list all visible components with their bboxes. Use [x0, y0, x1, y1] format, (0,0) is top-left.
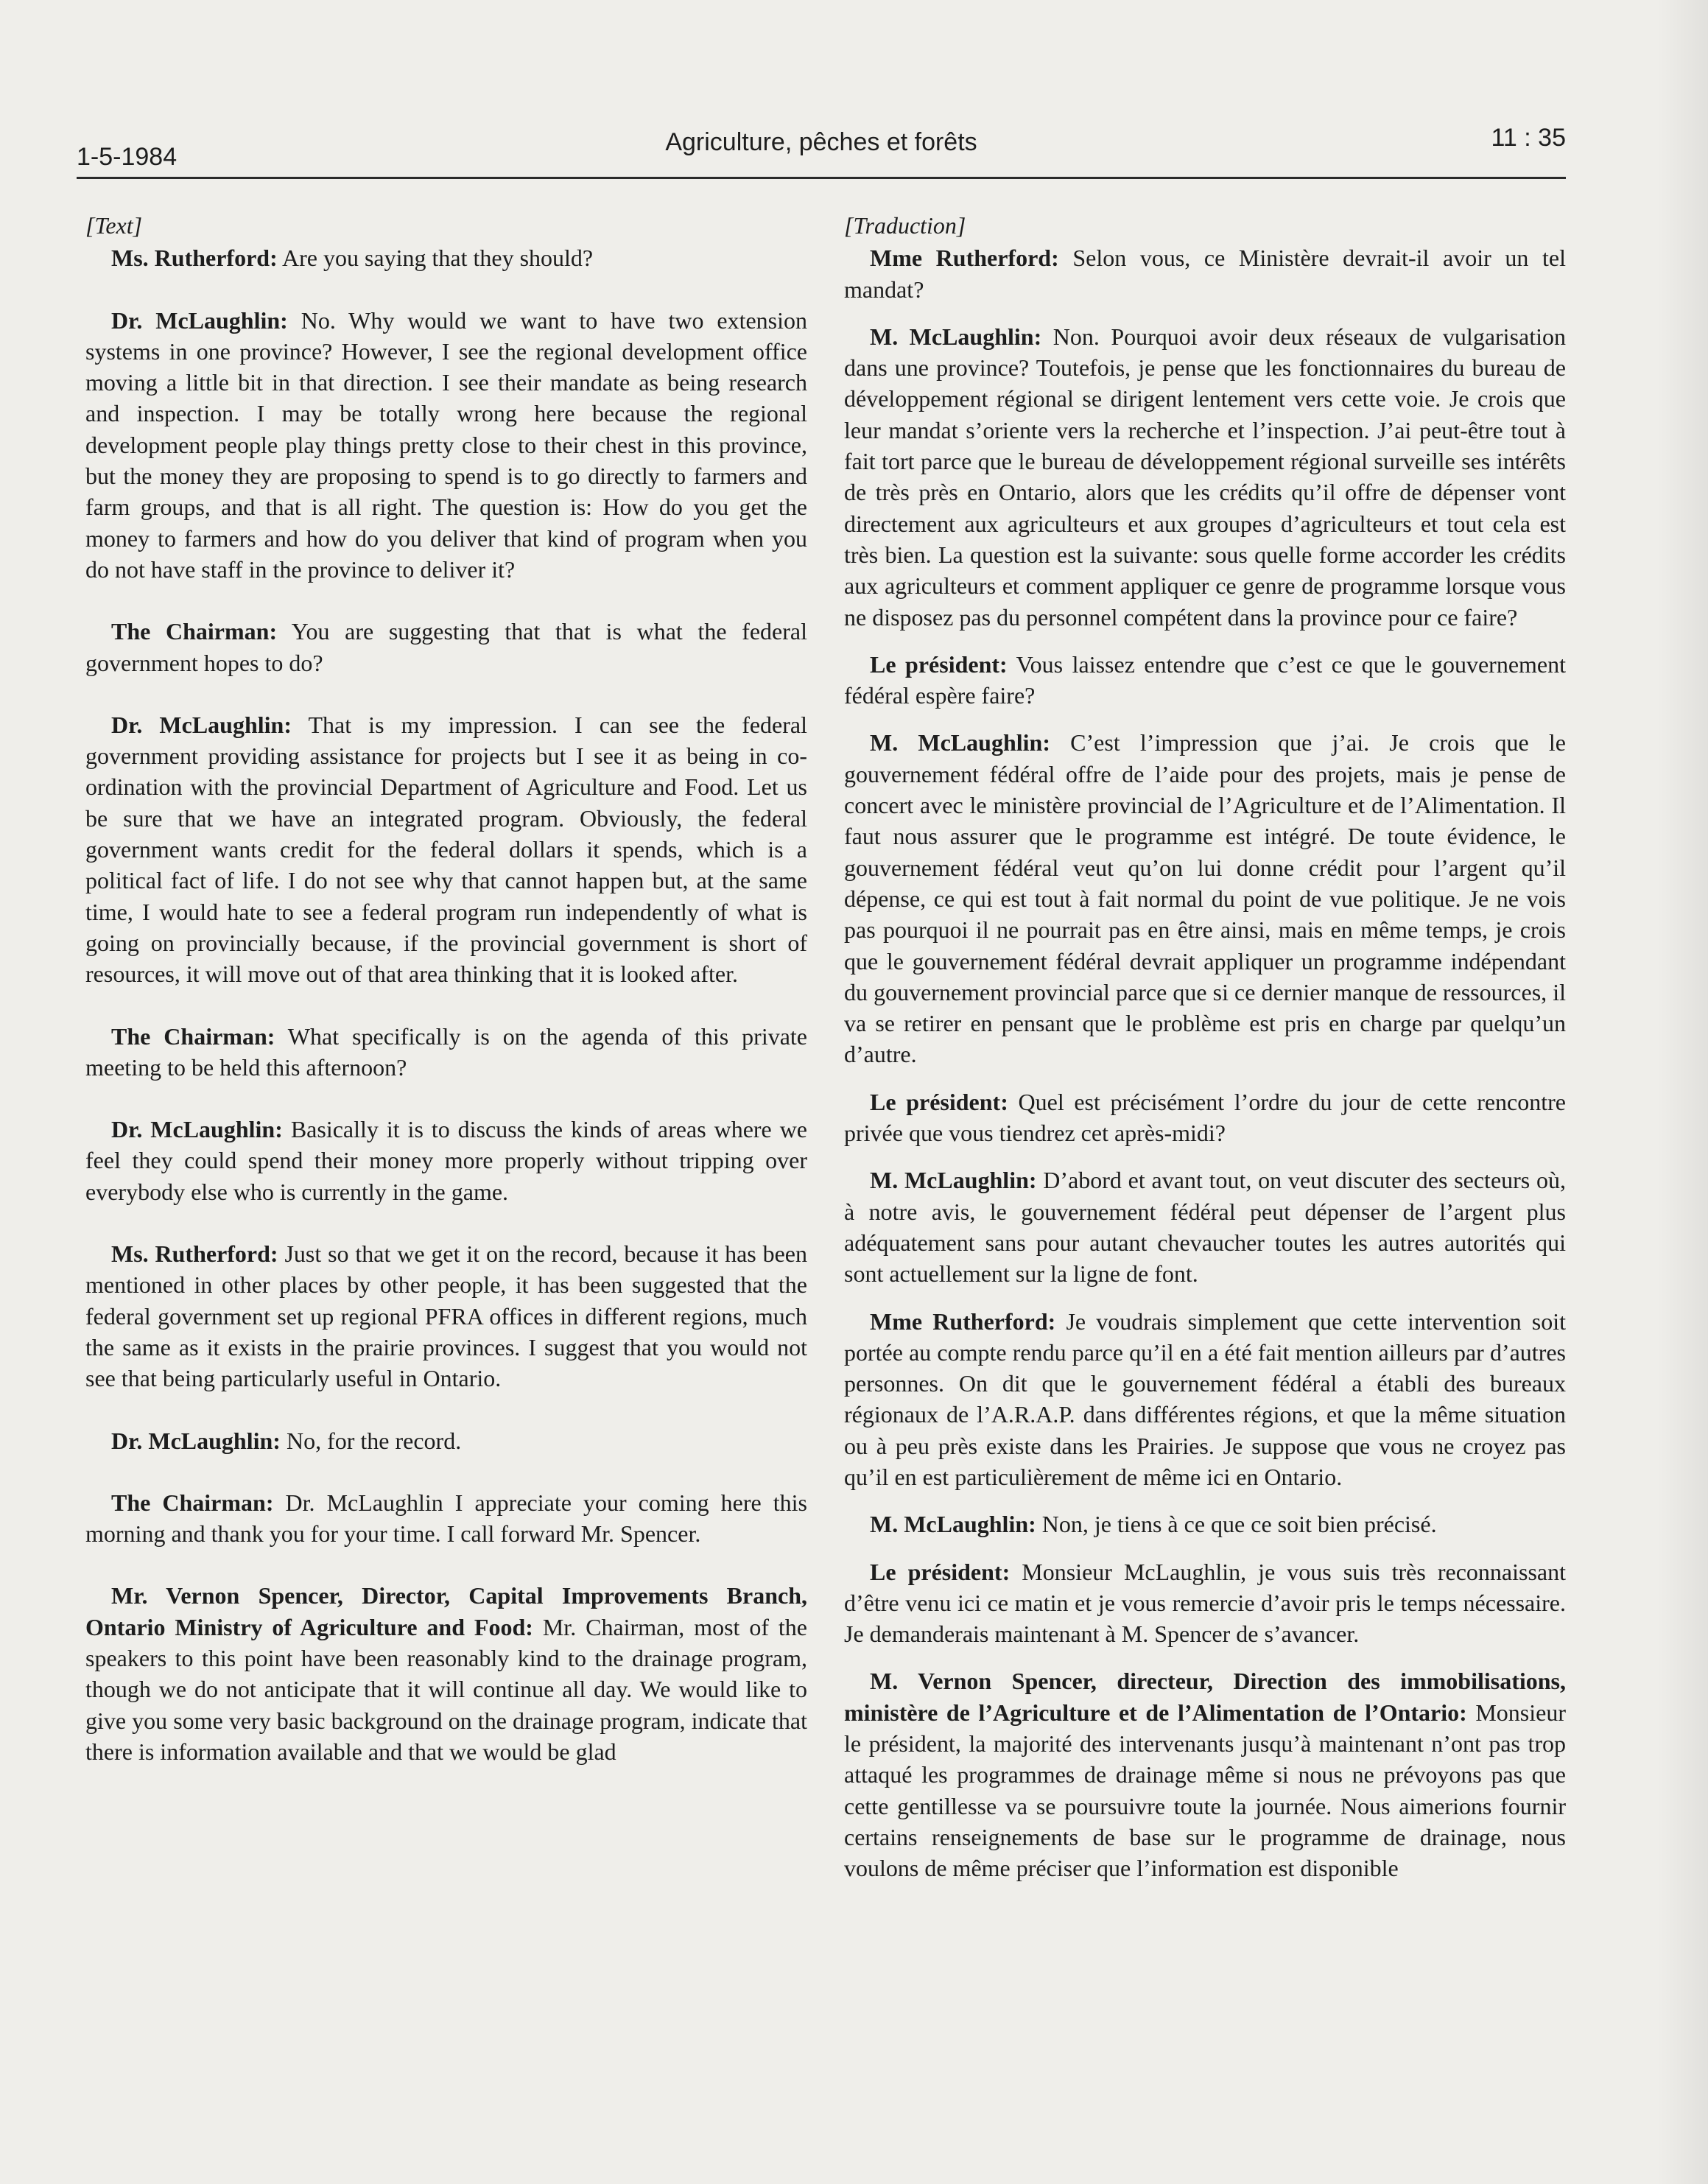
page-header: [77, 124, 1566, 179]
speaker-name: M. McLaughlin:: [870, 729, 1050, 756]
speaker-name: Ms. Rutherford:: [111, 245, 278, 272]
speaker-name: The Chairman:: [111, 618, 278, 645]
paragraph-text: No, for the record.: [280, 1427, 462, 1454]
speaker-name: The Chairman:: [111, 1489, 274, 1516]
paragraph: [85, 1114, 807, 1207]
right-column-french: [844, 210, 1566, 1900]
speaker-name: Le président:: [870, 1088, 1008, 1115]
speaker-name: M. McLaughlin:: [870, 1511, 1036, 1538]
speaker-name: Dr. McLaughlin:: [111, 1116, 283, 1143]
paragraph-text: Je voudrais simplement que cette intervention soit portée au compte rendu parce qu’il en a été fait mention ailleurs par d’autres personnes. On dit que le gouvernement fédéral a établi des bureaux régionaux de l’A.R.A.P. dans différentes régions, et que la même situation ou à peu près existe dans les Prairies. Je suppose que vous ne croyez pas qu’il en est particulièrement de même ici en Ontario.: [844, 1307, 1567, 1490]
paragraph-text: Dr. McLaughlin I appreciate your coming here this morning and thank you for your time. I call forward Mr. Spencer.: [85, 1489, 808, 1548]
page-edge-shadow: [1656, 0, 1708, 2184]
paragraph: [85, 242, 807, 273]
paragraph: [85, 1580, 807, 1767]
paragraph-text: Non. Pourquoi avoir deux réseaux de vulgarisation dans une province? Toutefois, je pense que les fonctionnaires du bureau de développement régional se dirigent lentement vers cette voie. Je crois que leur mandat s’oriente vers la recherche et l’inspection. J’ai peut-être tout à fait tort parce que le bureau de développement régional surveille ses intérêts de très près en Ontario, alors que les crédits qu’il offre de dépenser vont directement aux agriculteurs et aux groupes d’agriculteurs et tout cela est très bien. La question est la suivante: sous quelle forme accorder les crédits aux agriculteurs et comment appliquer ce genre de programme lorsque vous ne disposez pas du personnel compétent dans la province pour ce faire?: [844, 323, 1567, 631]
paragraph: [85, 1425, 807, 1456]
text-tag: [Text]: [85, 212, 143, 239]
paragraph: [85, 1021, 807, 1084]
paragraph-text: Quel est précisément l’ordre du jour de cette rencontre privée que vous tiendrez cet après-midi?: [844, 1088, 1567, 1147]
paragraph-text: What specifically is on the agenda of this private meeting to be held this afternoon?: [85, 1022, 808, 1081]
paragraph-text: D’abord et avant tout, on veut discuter des secteurs où, à notre avis, le gouvernement fédéral peut dépenser de l’argent plus adéquatement sans pour autant chevaucher toutes les autres autorités qui sont actuellement sur la ligne de font.: [844, 1167, 1567, 1288]
speaker-name: M. McLaughlin:: [870, 1167, 1037, 1194]
paragraph: [844, 1509, 1566, 1539]
left-column-english: [85, 210, 807, 1798]
paragraph: [85, 1487, 807, 1550]
traduction-tag: [Traduction]: [844, 212, 966, 239]
speaker-name: Dr. McLaughlin:: [111, 306, 288, 334]
paragraph-text: Are you saying that they should?: [277, 245, 594, 272]
paragraph: [844, 727, 1566, 1070]
paragraph-text: Selon vous, ce Ministère devrait-il avoir un tel mandat?: [844, 245, 1567, 303]
paragraph-text: Basically it is to discuss the kinds of areas where we feel they could spend their money more properly without tripping over everybody else who is currently in the game.: [85, 1116, 808, 1205]
speaker-name: Le président:: [870, 1558, 1011, 1585]
speaker-name: Mme Rutherford:: [870, 1307, 1056, 1335]
header-date: 1-5-1984: [77, 143, 178, 171]
speaker-name: M. Vernon Spencer, directeur, Direction des immobilisations, ministère de l’Agriculture et de l’Alimentation de l’Ontario:: [844, 1668, 1566, 1726]
paragraph: [844, 1306, 1566, 1493]
header-title: Agriculture, pêches et forêts: [665, 128, 977, 156]
paragraph-text: Monsieur le président, la majorité des intervenants jusqu’à maintenant n’ont pas trop attaqué les programmes de drainage même si nous ne prévoyons pas que cette gentillesse va se poursuivre toute la journée. Nous aimerions fournir certains renseignements de base sur le programme de drainage, nous voulons de même préciser que l’information est disponible: [844, 1699, 1567, 1882]
paragraph: [844, 649, 1566, 712]
speaker-name: The Chairman:: [111, 1022, 275, 1050]
paragraph-text: No. Why would we want to have two extension systems in one province? However, I see the regional development office moving a little bit in that direction. I see their mandate as being research and inspection. I may be totally wrong here because the regional development people play things pretty close to their chest in this province, but the money they are proposing to spend is to go directly to farmers and farm groups, and that is all right. The question is: How do you get the money to farmers and how do you deliver that kind of program when you do not have staff in the province to deliver it?: [85, 306, 808, 583]
paragraph: [85, 616, 807, 678]
paragraph: [844, 1556, 1566, 1650]
paragraph: [85, 305, 807, 586]
paragraph-text: That is my impression. I can see the federal government providing assistance for projects but I see it as being in co-ordination with the provincial Department of Agriculture and Food. Let us be sure that we have an integrated program. Obviously, the federal government wants credit for the federal dollars it spends, which is a political fact of life. I do not see why that cannot happen but, at the same time, I would hate to see a federal program run independently of what is going on provincially because, if the provincial government is short of resources, it will move out of that area thinking that it is looked after.: [85, 711, 808, 988]
speaker-name: Dr. McLaughlin:: [111, 711, 292, 738]
speaker-name: Le président:: [870, 650, 1008, 678]
paragraph: [844, 1665, 1566, 1883]
paragraph-text: Vous laissez entendre que c’est ce que le gouvernement fédéral espère faire?: [844, 650, 1567, 709]
paragraph-text: C’est l’impression que j’ai. Je crois que le gouvernement fédéral offre de l’aide pour des projets, mais je pense de concert avec le ministère provincial de l’Agriculture et de l’Alimentation. Il faut nous assurer que le programme est intégré. De toute évidence, le gouvernement fédéral veut qu’on lui donne crédit pour l’argent qu’il dépense, ce qui est tout à fait normal du point de vue politique. Je ne vois pas pourquoi il ne pourrait pas en être ainsi, mais en même temps, je crois que le gouvernement fédéral devrait appliquer un programme indépendant du gouvernement provincial parce que si ce dernier manque de ressources, il va se retirer en pensant que le problème est pris en charge par quelqu’un d’autre.: [844, 729, 1566, 1068]
speaker-name: Mme Rutherford:: [870, 245, 1059, 272]
paragraph-text: Just so that we get it on the record, because it has been mentioned in other places by other people, it has been suggested that the federal government set up regional PFRA offices in different regions, much the same as it exists in the prairie provinces. I suggest that you would not see that being particularly useful in Ontario.: [85, 1240, 808, 1392]
speaker-name: M. McLaughlin:: [870, 323, 1042, 350]
paragraph-text: Monsieur McLaughlin, je vous suis très reconnaissant d’être venu ici ce matin et je vous remercie d’avoir pris le temps nécessaire. Je demanderais maintenant à M. Spencer de s’avancer.: [844, 1558, 1566, 1648]
speaker-name: Dr. McLaughlin:: [111, 1427, 281, 1454]
paragraph: [85, 709, 807, 990]
paragraph-text: Non, je tiens à ce que ce soit bien précisé.: [1036, 1511, 1437, 1538]
speaker-name: Mr. Vernon Spencer, Director, Capital Improvements Branch, Ontario Ministry of Agriculture and Food:: [85, 1582, 807, 1640]
speaker-name: Ms. Rutherford:: [111, 1240, 278, 1268]
paragraph: [844, 242, 1566, 305]
paragraph: [844, 1086, 1566, 1149]
paragraph: [844, 321, 1566, 633]
paragraph-text: You are suggesting that that is what the federal government hopes to do?: [85, 618, 808, 676]
paragraph-text: Mr. Chairman, most of the speakers to this point have been reasonably kind to the drainage program, though we do not anticipate that it will continue all day. We would like to give you some very basic background on the drainage program, indicate that there is information available and that we would be glad: [85, 1613, 808, 1765]
header-page-number: 11 : 35: [1491, 124, 1566, 152]
paragraph: [844, 1165, 1566, 1289]
paragraph: [85, 1238, 807, 1394]
